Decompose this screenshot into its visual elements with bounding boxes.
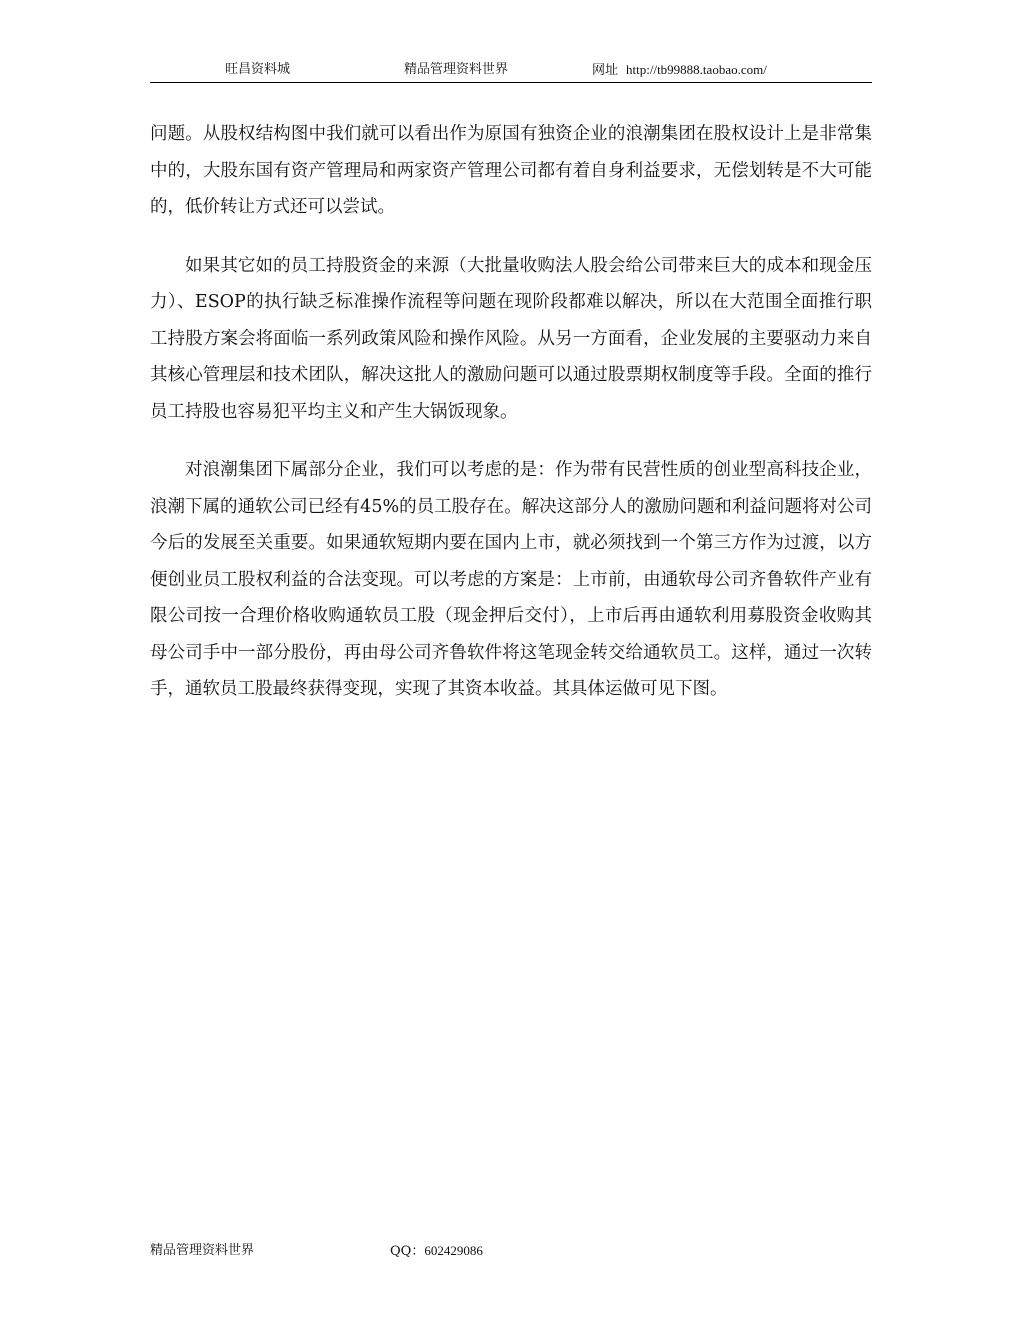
header-site-name: 旺昌资料城 (225, 62, 291, 77)
paragraph-1: 问题。从股权结构图中我们就可以看出作为原国有独资企业的浪潮集团在股权设计上是非常集中的，大股东国有资产管理局和两家资产管理公司都有着自身利益要求，无偿划转是不大可能的，低价转让方式还可以尝试。 (150, 124, 872, 217)
document-body (150, 116, 872, 730)
paragraph-3: 对浪潮集团下属部分企业，我们可以考虑的是：作为带有民营性质的创业型高科技企业，浪潮下属的通软公司已经有45%的员工股存在。解决这部分人的激励问题和利益问题将对公司今后的发展至关重要。如果通软短期内要在国内上市，就必须找到一个第三方作为过渡，以方便创业员工股权利益的合法变现。可以考虑的方案是：上市前，由通软母公司齐鲁软件产业有限公司按一合理价格收购通软员工股（现金押后交付），上市后再由通软利用募股资金收购其母公司手中一部分股份，再由母公司齐鲁软件将这笔现金转交给通软员工。这样，通过一次转手，通软员工股最终获得变现，实现了其资本收益。其具体运做可见下图。 (150, 460, 872, 699)
header-website (592, 60, 767, 81)
footer-qq-label: QQ： (390, 1244, 425, 1259)
header-slogan: 精品管理资料世界 (404, 62, 509, 77)
footer-qq (390, 1242, 483, 1261)
page-header (150, 60, 872, 83)
footer-qq-number: 602429086 (424, 1243, 483, 1258)
paragraph-2: 如果其它如的员工持股资金的来源（大批量收购法人股会给公司带来巨大的成本和现金压力）、ESOP的执行缺乏标准操作流程等问题在现阶段都难以解决，所以在大范围全面推行职工持股方案会将面临一系列政策风险和操作风险。从另一方面看，企业发展的主要驱动力来自其核心管理层和技术团队，解决这批人的激励问题可以通过股票期权制度等手段。全面的推行员工持股也容易犯平均主义和产生大锅饭现象。 (150, 255, 872, 422)
header-website-url[interactable]: http://tb99888.taobao.com/ (626, 62, 767, 77)
header-website-label: 网址 (592, 63, 619, 78)
footer-site-name: 精品管理资料世界 (150, 1243, 255, 1258)
